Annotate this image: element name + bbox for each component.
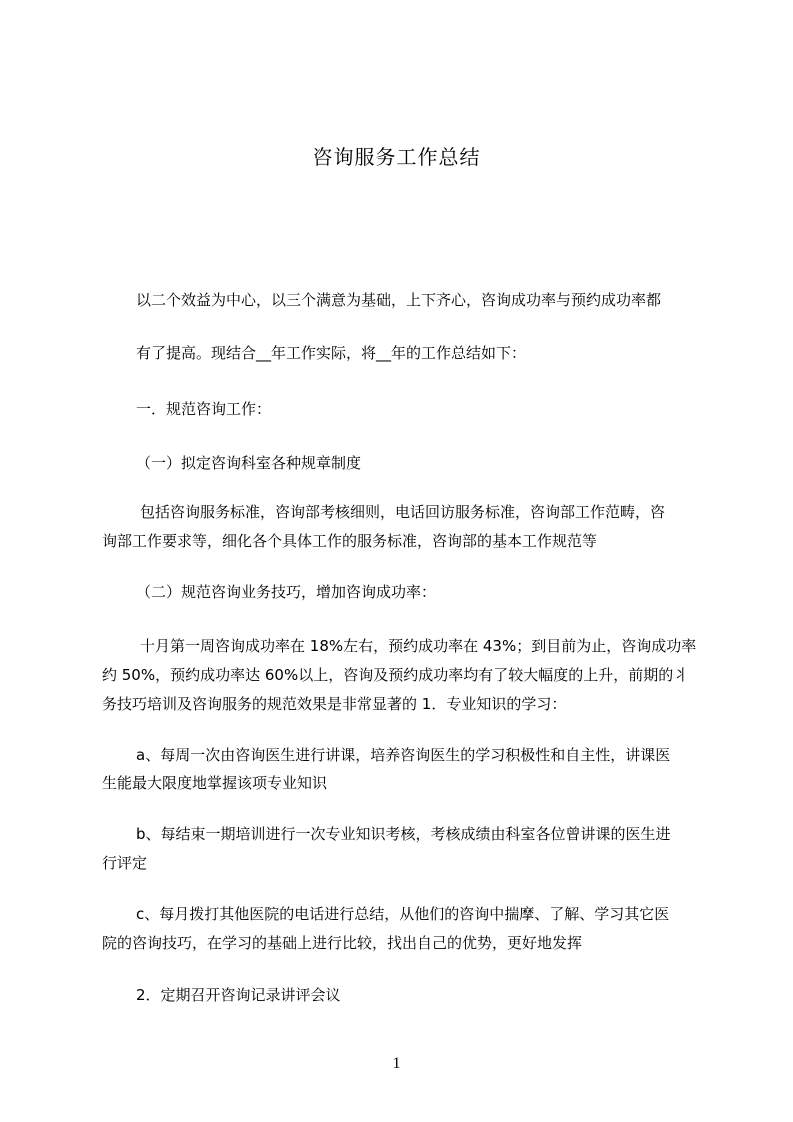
item-2-heading: 2．定期召开咨询记录讲评会议 [136,986,341,1004]
item-c-line-1: c、每月拨打其他医院的电话进行总结，从他们的咨询中揣摩、了解、学习其它医 [136,905,670,923]
subsection-1-line-1: 包括咨询服务标准，咨询部考核细则，电话回访服务标准，咨询部工作范畴，咨 [140,503,666,521]
subsection-2-heading: （二）规范咨询业务技巧，增加咨询成功率： [136,583,437,601]
item-b-line-1: b、每结束一期培训进行一次专业知识考核，考核成绩由科室各位曾讲课的医生进 [136,825,671,843]
subsection-1-heading: （一）拟定咨询科室各种规章制度 [136,454,362,472]
subsection-2-line-2: 约 50%，预约成功率达 60%以上，咨询及预约成功率均有了较大幅度的上升，前期的丬 [102,666,689,684]
intro-line-1: 以二个效益为中心，以三个满意为基础，上下齐心，咨询成功率与预约成功率都 [136,291,662,309]
item-a-line-1: a、每周一次由咨询医生进行讲课，培养咨询医生的学习积极性和自主性，讲课医 [136,746,671,764]
subsection-2-line-1: 十月第一周咨询成功率在 18%左右，预约成功率在 43%；到目前为止，咨询成功率 [140,637,697,655]
section-1-heading: 一．规范咨询工作： [136,400,272,418]
page-number: 1 [392,1055,401,1072]
subsection-2-line-3: 务技巧培训及咨询服务的规范效果是非常显著的 1．专业知识的学习： [102,695,567,713]
document-title: 咨询服务工作总结 [312,145,481,169]
item-c-line-2: 院的咨询技巧，在学习的基础上进行比较，找出自己的优势，更好地发挥 [102,934,583,952]
subsection-1-line-2: 询部工作要求等，细化各个具体工作的服务标准，咨询部的基本工作规范等 [102,532,598,550]
item-b-line-2: 行评定 [102,854,148,872]
intro-line-2: 有了提高。现结合__年工作实际，将__年的工作总结如下： [136,344,527,362]
item-a-line-2: 生能最大限度地掌握该项专业知识 [102,774,328,792]
